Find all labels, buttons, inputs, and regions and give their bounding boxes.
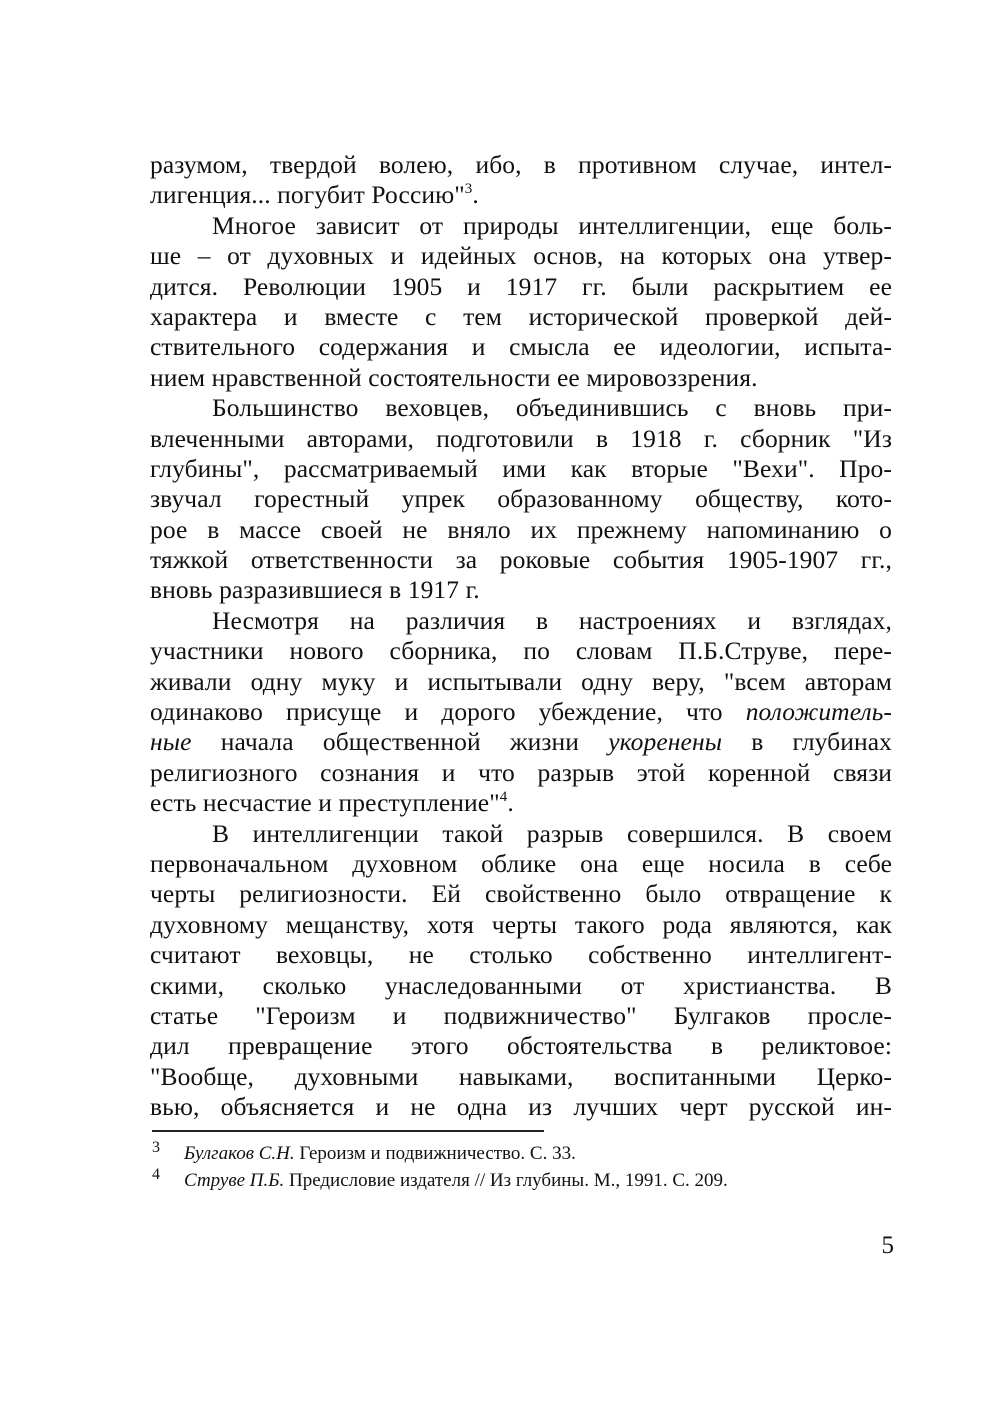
footnote-text: Булгаков С.Н. Героизм и подвижничество. С. 33.: [184, 1143, 576, 1164]
footnote-text: Струве П.Б. Предисловие издателя // Из глубины. М., 1991. С. 209.: [184, 1170, 728, 1191]
text-line: первоначальном духовном облике она еще носила в себе: [150, 848, 892, 878]
text-line: черты религиозности. Ей свойственно было отвращение к: [150, 879, 892, 909]
footnote: [152, 1140, 892, 1167]
text-line: рое в массе своей не вняло их прежнему напоминанию о: [150, 514, 892, 544]
footnote-author: Булгаков С.Н.: [184, 1143, 295, 1164]
footnote-ref-4: 4: [499, 789, 508, 806]
text-line: Большинство веховцев, объединившись с вновь при-: [212, 393, 892, 423]
text-line: Многое зависит от природы интеллигенции, еще боль-: [212, 210, 892, 240]
text-line: влеченными авторами, подготовили в 1918 г. сборник "Из: [150, 423, 892, 453]
footnote-number: 3: [152, 1139, 160, 1156]
text-line: "Вообще, духовными навыками, воспитанными Церко-: [150, 1061, 892, 1091]
footnotes: [152, 1140, 892, 1194]
text-line: характера и вместе с тем исторической проверкой дей-: [150, 301, 892, 331]
text-line: звучал горестный упрек образованному обществу, кото-: [150, 484, 892, 514]
main-text: [150, 150, 892, 1123]
italic-emphasis: укоренены: [608, 727, 723, 757]
text-line: одинаково присуще и дорого убеждение, что положитель-: [150, 697, 892, 727]
footnote-divider: [152, 1130, 544, 1132]
text-line: разумом, твердой волею, ибо, в противном случае, интел-: [150, 150, 892, 179]
text-line: статье "Героизм и подвижничество" Булгаков просле-: [150, 1000, 892, 1030]
text-line: скими, сколько унаследованными от христианства. В: [150, 970, 892, 1000]
text-line: дится. Революции 1905 и 1917 гг. были раскрытием ее: [150, 271, 892, 301]
text-line: духовному мещанству, хотя черты такого рода являются, как: [150, 909, 892, 939]
text-line: живали одну муку и испытывали одну веру, "всем авторам: [150, 666, 892, 696]
text-line: считают веховцы, не столько собственно интеллигент-: [150, 940, 892, 970]
page-number: 5: [881, 1232, 894, 1259]
text-line: В интеллигенции такой разрыв совершился. В своем: [212, 818, 892, 848]
text-line: Несмотря на различия в настроениях и взглядах,: [212, 605, 892, 635]
footnote-author: Струве П.Б.: [184, 1170, 285, 1191]
text-line: участники нового сборника, по словам П.Б.Струве, пере-: [150, 636, 892, 666]
footnote-ref-3: 3: [464, 181, 473, 198]
text-line: глубины", рассматриваемый ими как вторые "Вехи". Про-: [150, 453, 892, 483]
italic-emphasis: ные: [150, 727, 192, 757]
text-line: ше – от духовных и идейных основ, на которых она утвер-: [150, 241, 892, 271]
italic-emphasis: положитель-: [745, 697, 892, 727]
text-line: вью, объясняется и не одна из лучших черт русской ин-: [150, 1092, 892, 1122]
text-line: религиозного сознания и что разрыв этой коренной связи: [150, 757, 892, 787]
text-line: ствительного содержания и смысла ее идеологии, испыта-: [150, 332, 892, 362]
text-line: тяжкой ответственности за роковые события 1905-1907 гг.,: [150, 545, 892, 575]
text-line: нием нравственной состоятельности ее мировоззрения.: [150, 362, 758, 392]
text-line: лигенция... погубит Россию"$^3$.: [150, 180, 479, 210]
text-line: есть несчастие и преступление"$^4$.: [150, 788, 514, 818]
text-line: ные начала общественной жизни укоренены в глубинах: [150, 727, 892, 757]
footnote-number: 4: [152, 1166, 160, 1183]
footnote: [152, 1167, 892, 1194]
text-line: дил превращение этого обстоятельства в реликтовое:: [150, 1031, 892, 1061]
text-line: вновь разразившиеся в 1917 г.: [150, 575, 480, 605]
